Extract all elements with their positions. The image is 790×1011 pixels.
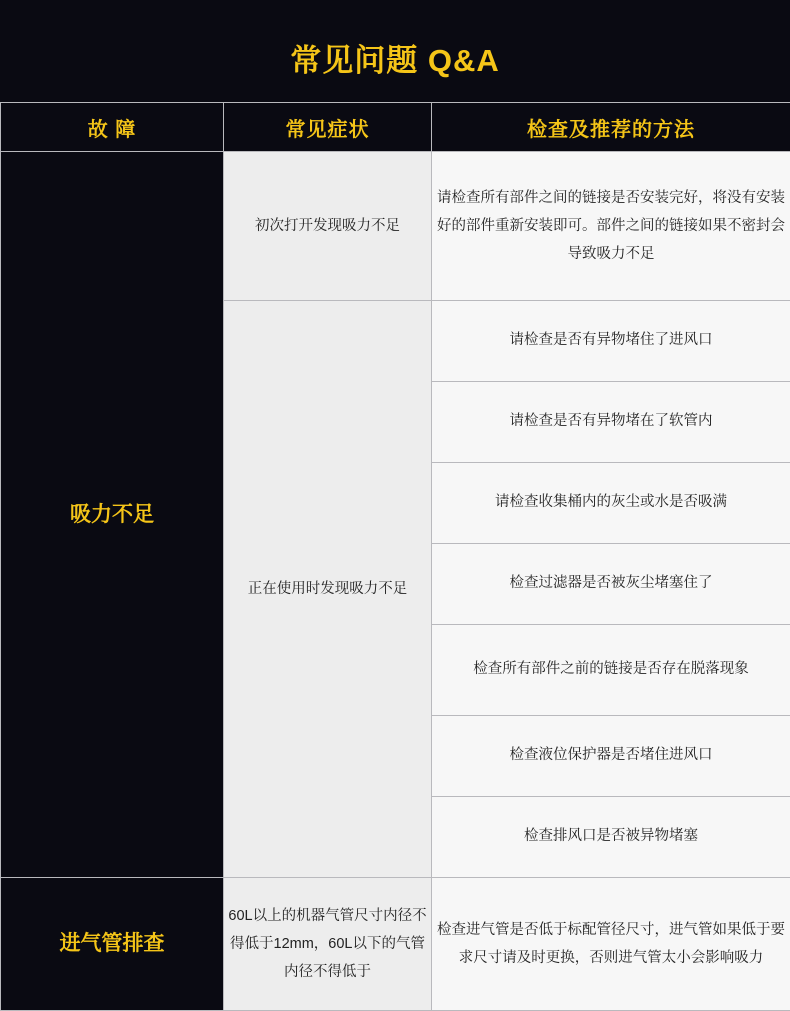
action-cell: 检查所有部件之前的链接是否存在脱落现象 — [432, 625, 790, 716]
table-header-row — [1, 103, 790, 152]
action-cell: 检查过滤器是否被灰尘堵塞住了 — [432, 544, 790, 625]
symptom-cell: 60L以上的机器气管尺寸内径不得低于12mm，60L以下的气管内径不得低于 — [224, 878, 432, 1011]
table-row — [1, 152, 790, 301]
action-cell: 检查排风口是否被异物堵塞 — [432, 797, 790, 878]
action-cell: 检查液位保护器是否堵住进风口 — [432, 716, 790, 797]
table-row — [1, 878, 790, 1011]
category-cell: 进气管排查 — [1, 878, 224, 1011]
faq-table — [0, 102, 790, 1011]
symptom-cell: 正在使用时发现吸力不足 — [224, 301, 432, 878]
page-title: 常见问题 Q&A — [0, 0, 790, 102]
header-fault: 故 障 — [1, 103, 224, 152]
action-cell: 请检查所有部件之间的链接是否安装完好，将没有安装好的部件重新安装即可。部件之间的链接如果不密封会导致吸力不足 — [432, 152, 790, 301]
action-cell: 请检查收集桶内的灰尘或水是否吸满 — [432, 463, 790, 544]
category-cell: 吸力不足 — [1, 152, 224, 878]
action-cell: 请检查是否有异物堵住了进风口 — [432, 301, 790, 382]
action-cell: 请检查是否有异物堵在了软管内 — [432, 382, 790, 463]
action-cell: 检查进气管是否低于标配管径尺寸，进气管如果低于要求尺寸请及时更换，否则进气管太小会影响吸力 — [432, 878, 790, 1011]
header-action: 检查及推荐的方法 — [432, 103, 790, 152]
symptom-cell: 初次打开发现吸力不足 — [224, 152, 432, 301]
header-symptom: 常见症状 — [224, 103, 432, 152]
